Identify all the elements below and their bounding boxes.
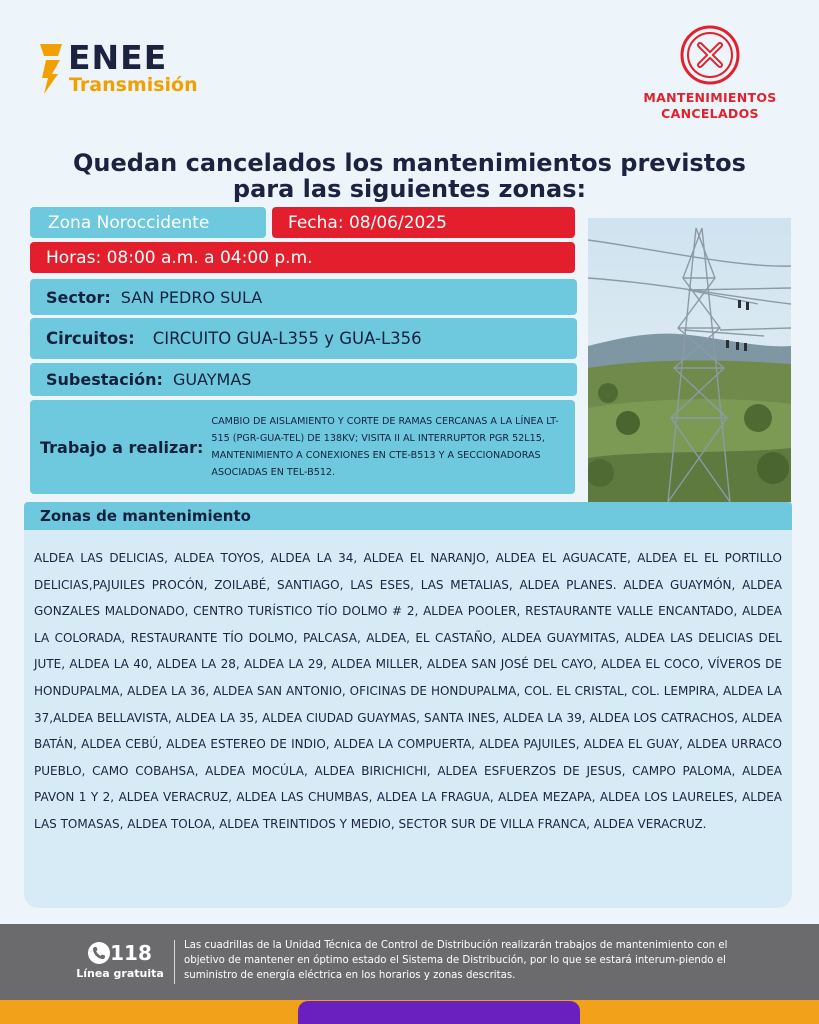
cancel-badge xyxy=(628,24,792,128)
horas-bar: Horas: 08:00 a.m. a 04:00 p.m. xyxy=(30,242,575,273)
badge-line1: MANTENIMIENTOS xyxy=(643,90,777,105)
circuitos-label: Circuitos: xyxy=(46,329,135,348)
footer-divider xyxy=(174,940,175,984)
trabajo-value: CAMBIO DE AISLAMIENTO Y CORTE DE RAMAS CERCANAS A LA LÍNEA LT-515 (PGR-GUA-TEL) DE 138KV; VISITA II AL INTERRUPTOR PGR 52L15, MANTENIMIENTO A CONEXIONES EN CTE-B513 Y A SECCIONADORAS ASOCIADAS EN TEL-B512. xyxy=(211,416,559,478)
cancel-x-icon xyxy=(676,24,744,86)
zonas-heading: Zonas de mantenimiento xyxy=(24,502,792,530)
brand-subtitle: Transmisión xyxy=(69,74,198,96)
hotline-label: Línea gratuita xyxy=(76,967,164,980)
enee-logo-mark-icon xyxy=(40,40,64,96)
sector-value: SAN PEDRO SULA xyxy=(120,287,263,307)
subestacion-label: Subestación: xyxy=(46,370,163,389)
enee-logo xyxy=(40,38,220,100)
page-title xyxy=(0,150,819,202)
hotline-number: 118 xyxy=(110,941,152,965)
sector-label: Sector: xyxy=(46,287,111,307)
circuitos-value: CIRCUITO GUA-L355 y GUA-L356 xyxy=(152,329,422,348)
bottom-stripe-purple xyxy=(298,1001,580,1024)
title-line2: para las siguientes zonas: xyxy=(232,175,587,203)
tower-photo xyxy=(588,218,791,502)
badge-line2: CANCELADOS xyxy=(661,106,759,121)
subestacion-bar xyxy=(30,363,577,396)
footer-text: Las cuadrillas de la Unidad Técnica de Control de Distribución realizarán trabajos de mantenimiento con el objetivo de mantener en óptimo estado el Sistema de Distribución, por lo que se estará interum-piendo el suministro de energía eléctrica en los horarios y zonas descritas. xyxy=(184,940,728,981)
footer xyxy=(0,924,819,1000)
zonas-text: ALDEA LAS DELICIAS, ALDEA TOYOS, ALDEA LA 34, ALDEA EL NARANJO, ALDEA EL AGUACATE, ALDEA EL EL PORTILLO DELICIAS,PAJUILES PROCÓN, ZOILABÉ, SANTIAGO, LAS ESES, LAS METALIAS, ALDEA PLANES. ALDEA GUAYMÓN, ALDEA GONZALES MALDONADO, CENTRO TURÍSTICO TÍO DOLMO # 2, ALDEA POOLER, RESTAURANTE VALLE ENCANTADO, ALDEA LA COLORADA, RESTAURANTE TÍO DOLMO, PALCASA, ALDEA, EL CASTAÑO, ALDEA GUAYMITAS, ALDEA LAS DELICIAS DEL JUTE, ALDEA LA 40, ALDEA LA 28, ALDEA LA 29, ALDEA MILLER, ALDEA SAN JOSÉ DEL CAYO, ALDEA EL COCO, VÍVEROS DE HONDUPALMA, ALDEA LA 36, ALDEA SAN ANTONIO, OFICINAS DE HONDUPALMA, COL. EL CRISTAL, COL. LEMPIRA, ALDEA LA 37,ALDEA BELLAVISTA, ALDEA LA 35, ALDEA CIUDAD GUAYMAS, SANTA INES, ALDEA LA 39, ALDEA LOS CATRACHOS, ALDEA BATÁN, ALDEA CEBÚ, ALDEA ESTEREO DE INDIO, ALDEA LA COMPUERTA, ALDEA PAJUILES, ALDEA EL GUAY, ALDEA URRACO PUEBLO, CAMO COBAHSA, ALDEA MOCÚLA, ALDEA BIRICHICHI, ALDEA ESFUERZOS DE JESUS, CAMPO PALOMA, ALDEA PAVON 1 Y 2, ALDEA VERACRUZ, ALDEA LAS CHUMBAS, ALDEA LA FRAGUA, ALDEA MEZAPA, ALDEA LOS LAURELES, ALDEA LAS TOMASAS, ALDEA TOLOA, ALDEA TREINTIDOS Y MEDIO, SECTOR SUR DE VILLA FRANCA, ALDEA VERACRUZ. xyxy=(34,551,782,831)
zona-bar: Zona Noroccidente xyxy=(30,207,266,238)
circuitos-bar xyxy=(30,318,577,359)
sector-bar xyxy=(30,279,577,315)
subestacion-value: GUAYMAS xyxy=(172,370,252,389)
trabajo-label: Trabajo a realizar: xyxy=(40,437,204,457)
trabajo-bar xyxy=(30,400,575,494)
zonas-list xyxy=(24,530,792,908)
brand-name: ENEE xyxy=(68,38,168,77)
hotline xyxy=(74,941,166,980)
fecha-bar: Fecha: 08/06/2025 xyxy=(272,207,575,238)
title-line1: Quedan cancelados los mantenimientos previstos xyxy=(73,149,746,177)
phone-icon xyxy=(88,942,110,964)
